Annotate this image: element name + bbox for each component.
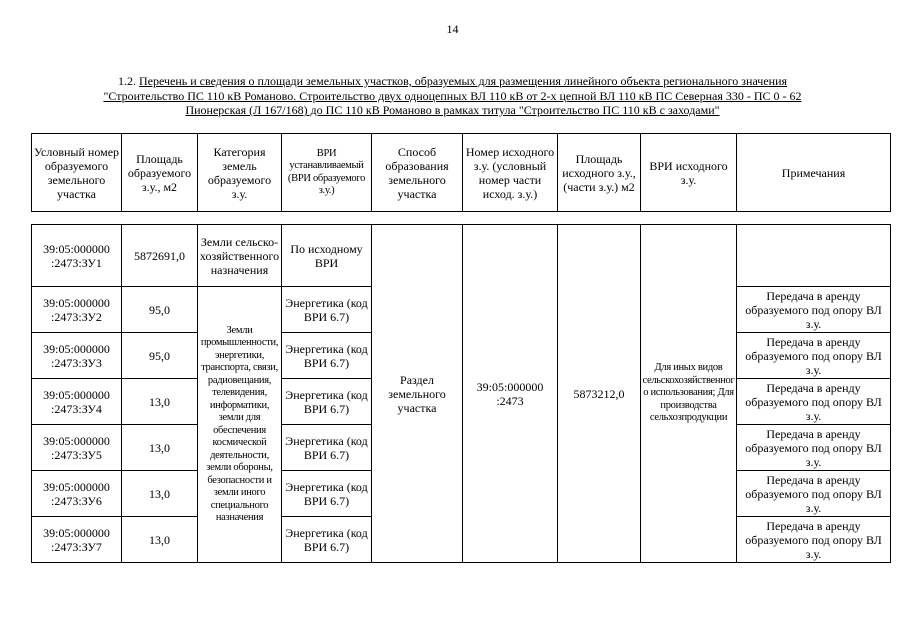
cell-category-agri: Земли сельско-хозяйственного назначения (198, 225, 282, 287)
cell-num: 39:05:000000 :2473:ЗУ4 (32, 379, 122, 425)
cell-vri: По исходному ВРИ (282, 225, 372, 287)
header-notes: Примечания (737, 134, 891, 212)
cell-num: 39:05:000000 :2473:ЗУ2 (32, 287, 122, 333)
cell-vri: Энергетика (код ВРИ 6.7) (282, 425, 372, 471)
cell-note: Передача в аренду образуемого под опору ВЛ з.у. (737, 471, 891, 517)
title-line-2: "Строительство ПС 110 кВ Романово. Строительство двух одноцепных ВЛ 110 кВ от 2-х цепной ВЛ 110 кВ ПС Северная 330 - ПС 0 - 62 (103, 88, 802, 103)
cell-num: 39:05:000000 :2473:ЗУ3 (32, 333, 122, 379)
cell-note (737, 225, 891, 287)
cell-num: 39:05:000000 :2473:ЗУ7 (32, 517, 122, 563)
cell-note: Передача в аренду образуемого под опору ВЛ з.у. (737, 425, 891, 471)
header-category: Категория земель образуемого з.у. (198, 134, 282, 212)
cell-vri: Энергетика (код ВРИ 6.7) (282, 471, 372, 517)
cell-source-number: 39:05:000000 :2473 (463, 225, 558, 563)
cell-area: 13,0 (122, 471, 198, 517)
cell-vri: Энергетика (код ВРИ 6.7) (282, 517, 372, 563)
cell-method: Раздел земельного участка (372, 225, 463, 563)
header-row (32, 134, 891, 212)
cell-note: Передача в аренду образуемого под опору ВЛ з.у. (737, 287, 891, 333)
cell-vri: Энергетика (код ВРИ 6.7) (282, 333, 372, 379)
page-number: 14 (446, 22, 459, 36)
cell-source-area: 5873212,0 (558, 225, 641, 563)
document-title (40, 74, 865, 118)
cell-note: Передача в аренду образуемого под опору ВЛ з.у. (737, 379, 891, 425)
header-vri: ВРИ устанавливаемый (ВРИ образуемого з.у.) (282, 134, 372, 212)
header-source-number: Номер исходного з.у. (условный номер части исход. з.у.) (463, 134, 558, 212)
cell-note: Передача в аренду образуемого под опору ВЛ з.у. (737, 333, 891, 379)
cell-area: 13,0 (122, 379, 198, 425)
cell-area: 5872691,0 (122, 225, 198, 287)
header-source-area: Площадь исходного з.у., (части з.у.) м2 (558, 134, 641, 212)
cell-area: 13,0 (122, 517, 198, 563)
header-area: Площадь образуемого з.у., м2 (122, 134, 198, 212)
cell-category-industry: Земли промышленности, энергетики, транспорта, связи, радиовещания, телевидения, информатики, земли для обеспечения космической деятельности, земли обороны, безопасности и земли иного специального назначения (198, 287, 282, 563)
cell-area: 13,0 (122, 425, 198, 471)
cell-vri: Энергетика (код ВРИ 6.7) (282, 287, 372, 333)
cell-note: Передача в аренду образуемого под опору ВЛ з.у. (737, 517, 891, 563)
header-source-vri: ВРИ исходного з.у. (641, 134, 737, 212)
cell-area: 95,0 (122, 333, 198, 379)
title-line-3: Пионерская (Л 167/168) до ПС 110 кВ Романово в рамках титула "Строительство ПС 110 кВ с заходами" (185, 103, 720, 117)
cell-num: 39:05:000000 :2473:ЗУ6 (32, 471, 122, 517)
title-prefix: 1.2. (117, 74, 139, 88)
cell-vri: Энергетика (код ВРИ 6.7) (282, 379, 372, 425)
cell-source-vri: Для иных видов сельскохозяйственного использования; Для производства сельхозпродукции (641, 225, 737, 563)
header-num: Условный номер образуемого земельного участка (32, 134, 122, 212)
cell-area: 95,0 (122, 287, 198, 333)
title-line-1 (40, 74, 865, 89)
table-header (31, 133, 891, 212)
cell-num: 39:05:000000 :2473:ЗУ1 (32, 225, 122, 287)
table-row (32, 225, 891, 287)
cell-num: 39:05:000000 :2473:ЗУ5 (32, 425, 122, 471)
header-method: Способ образования земельного участка (372, 134, 463, 212)
table-body (31, 224, 891, 563)
title-text-1: Перечень и сведения о площади земельных участков, образуемых для размещения линейного объекта регионального значения (138, 74, 788, 88)
